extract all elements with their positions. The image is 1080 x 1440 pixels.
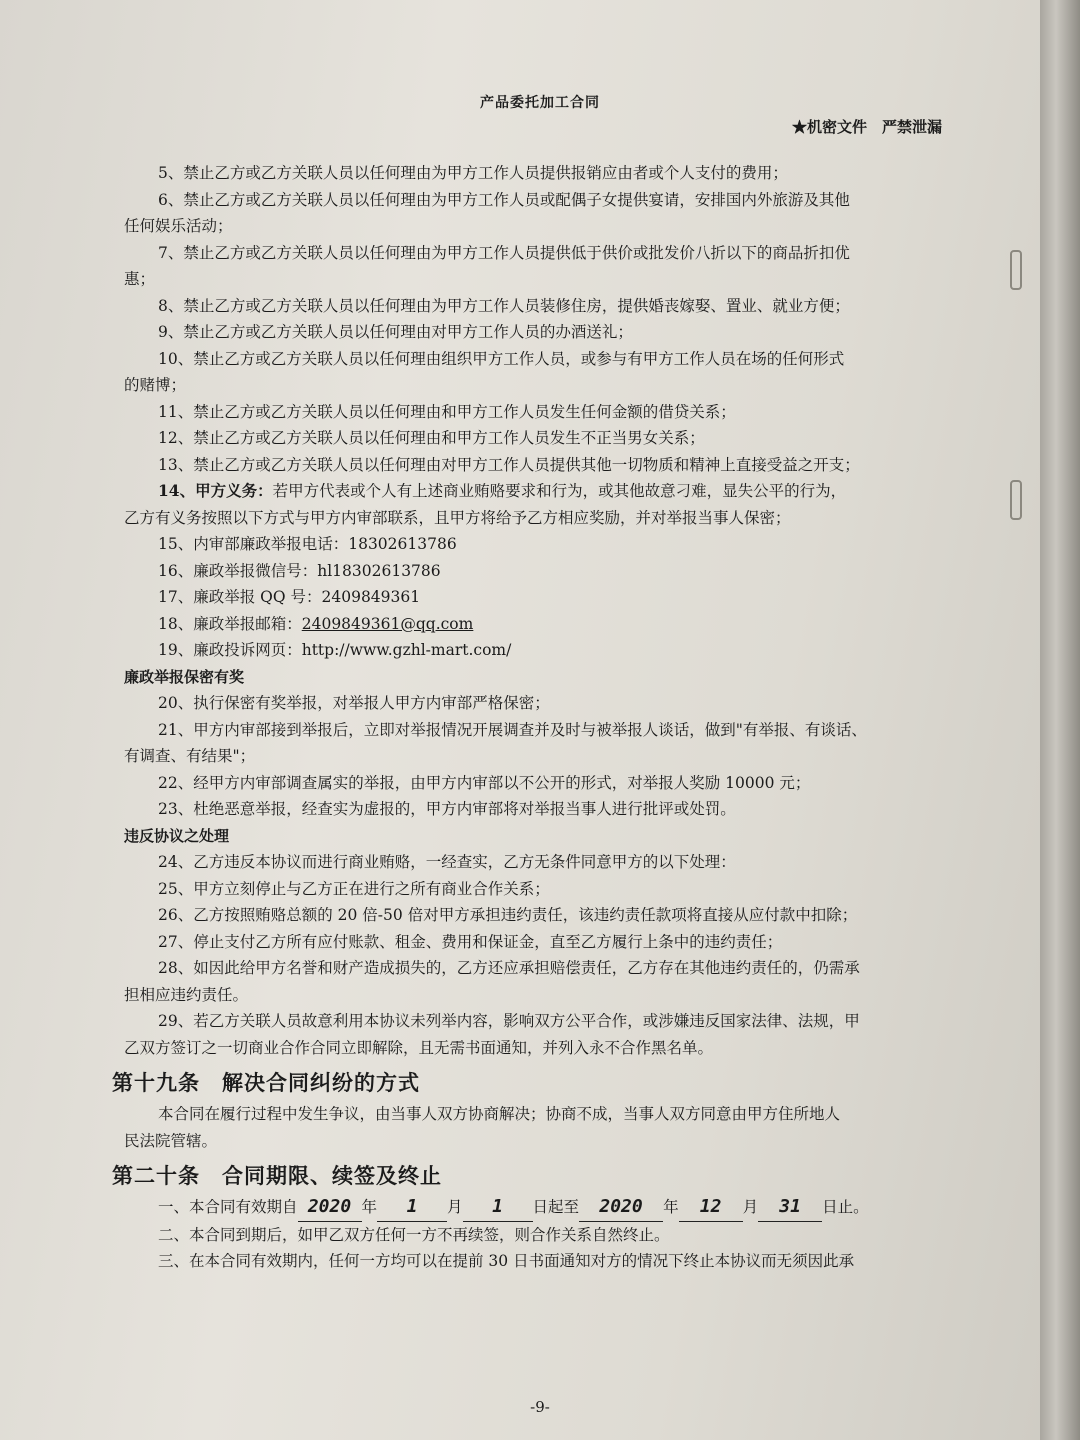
clause-29-cont: 乙双方签订之一切商业合作合同立即解除，且无需书面通知，并列入永不合作黑名单。 [124, 1038, 714, 1057]
clause-14 [124, 478, 984, 505]
clause-18-label: 18、廉政举报邮箱： [158, 614, 302, 633]
clause-17: 17、廉政举报 QQ 号：2409849361 [158, 588, 421, 606]
article-20-term-line [124, 1194, 984, 1222]
article-19-paragraph: 本合同在履行过程中发生争议，由当事人双方协商解决；协商不成，当事人双方同意由甲方住所地人 [158, 1105, 841, 1123]
clause-22: 22、经甲方内审部调查属实的举报，由甲方内审部以不公开的形式，对举报人奖励 10000 元； [158, 773, 811, 792]
confidential-label: ★机密文件 严禁泄漏 [791, 118, 942, 136]
binding-ring [1010, 480, 1022, 520]
clause-11: 11、禁止乙方或乙方关联人员以任何理由和甲方工作人员发生任何金额的借贷关系； [158, 402, 736, 421]
clause-21: 21、甲方内审部接到举报后，立即对举报情况开展调查并及时与被举报人谈话，做到"有举报、有谈话、 [158, 720, 867, 739]
document-body [112, 160, 984, 1275]
clause-25: 25、甲方立刻停止与乙方正在进行之所有商业合作关系； [158, 879, 550, 898]
clause-12: 12、禁止乙方或乙方关联人员以任何理由和甲方工作人员发生不正当男女关系； [158, 429, 705, 447]
article-20-termination: 三、在本合同有效期内，任何一方均可以在提前 30 日书面通知对方的情况下终止本协议而无须因此承 [158, 1252, 855, 1270]
document-header-title: 产品委托加工合同 [480, 95, 600, 111]
year-unit-2: 年 [663, 1198, 679, 1216]
clause-26: 26、乙方按照贿赂总额的 20 倍-50 倍对甲方承担违约责任，该违约责任款项将直接从应付款中扣除； [158, 906, 858, 924]
from-unit: 日起至 [532, 1198, 580, 1216]
term-prefix: 一、本合同有效期自 [158, 1198, 298, 1216]
subheading-violation: 违反协议之处理 [124, 826, 230, 845]
clause-14-cont: 乙方有义务按照以下方式与甲方内审部联系，且甲方将给予乙方相应奖励，并对举报当事人保密； [124, 508, 791, 527]
end-day-field[interactable]: 31 [758, 1194, 822, 1222]
clause-24: 24、乙方违反本协议而进行商业贿赂，一经查实，乙方无条件同意甲方的以下处理： [158, 853, 736, 871]
clause-10: 10、禁止乙方或乙方关联人员以任何理由组织甲方工作人员，或参与有甲方工作人员在场的任何形式 [158, 349, 845, 368]
clause-18 [124, 611, 984, 638]
subheading-reward: 廉政举报保密有奖 [124, 667, 245, 686]
clause-10-cont: 的赌博； [124, 376, 187, 394]
clause-14-label: 14、甲方义务： [158, 481, 273, 500]
month-unit-2: 月 [742, 1198, 759, 1216]
clause-20: 20、执行保密有奖举报，对举报人甲方内审部严格保密； [158, 694, 550, 712]
end-month-field[interactable]: 12 [679, 1194, 743, 1222]
start-month-field[interactable]: 1 [377, 1194, 447, 1222]
year-unit: 年 [361, 1198, 378, 1216]
end-unit: 日止。 [822, 1198, 869, 1216]
clause-29: 29、若乙方关联人员故意利用本协议未列举内容，影响双方公平合作，或涉嫌违反国家法律、法规，甲 [158, 1012, 860, 1030]
clause-5: 5、禁止乙方或乙方关联人员以任何理由为甲方工作人员提供报销应由者或个人支付的费用； [158, 164, 788, 182]
report-email-link[interactable]: 2409849361@qq.com [301, 614, 474, 633]
clause-7: 7、禁止乙方或乙方关联人员以任何理由为甲方工作人员提供低于供价或批发价八折以下的商品折扣优 [158, 243, 850, 262]
page-number: -9- [530, 1398, 550, 1416]
clause-27: 27、停止支付乙方所有应付账款、租金、费用和保证金，直至乙方履行上条中的违约责任； [158, 932, 783, 951]
clause-8: 8、禁止乙方或乙方关联人员以任何理由为甲方工作人员装修住房，提供婚丧嫁娶、置业、就业方便； [158, 296, 850, 315]
clause-16: 16、廉政举报微信号：hl18302613786 [158, 561, 441, 580]
start-day-field[interactable]: 1 [463, 1194, 533, 1222]
clause-6: 6、禁止乙方或乙方关联人员以任何理由为甲方工作人员或配偶子女提供宴请，安排国内外旅游及其他 [158, 190, 850, 209]
start-year-field[interactable]: 2020 [298, 1194, 362, 1222]
clause-9: 9、禁止乙方或乙方关联人员以任何理由对甲方工作人员的办酒送礼； [158, 323, 633, 341]
clause-21-cont: 有调查、有结果"； [124, 747, 256, 765]
clause-23: 23、杜绝恶意举报，经查实为虚报的，甲方内审部将对举报当事人进行批评或处罚。 [158, 800, 736, 818]
clause-7-cont: 惠； [124, 270, 156, 288]
clause-15: 15、内审部廉政举报电话：18302613786 [158, 535, 457, 553]
end-year-field[interactable]: 2020 [579, 1194, 663, 1222]
clause-28: 28、如因此给甲方名誉和财产造成损失的，乙方还应承担赔偿责任，乙方存在其他违约责任的，仍需承 [158, 959, 860, 977]
binding-edge [1040, 0, 1080, 1440]
clause-13: 13、禁止乙方或乙方关联人员以任何理由对甲方工作人员提供其他一切物质和精神上直接受益之开支； [158, 455, 860, 474]
article-20-renewal: 二、本合同到期后，如甲乙双方任何一方不再续签，则合作关系自然终止。 [158, 1225, 670, 1244]
article-20-heading: 第二十条 合同期限、续签及终止 [112, 1163, 442, 1188]
clause-28-cont: 担相应违约责任。 [124, 985, 249, 1004]
clause-6-cont: 任何娱乐活动； [124, 217, 233, 235]
binding-ring [1010, 250, 1022, 290]
article-19-paragraph-cont: 民法院管辖。 [124, 1131, 218, 1150]
month-unit: 月 [447, 1198, 463, 1216]
article-19-heading: 第十九条 解决合同纠纷的方式 [112, 1070, 420, 1095]
clause-14-text: 若甲方代表或个人有上述商业贿赂要求和行为，或其他故意刁难，显失公平的行为， [272, 482, 847, 500]
clause-19: 19、廉政投诉网页：http://www.gzhl-mart.com/ [158, 641, 512, 659]
